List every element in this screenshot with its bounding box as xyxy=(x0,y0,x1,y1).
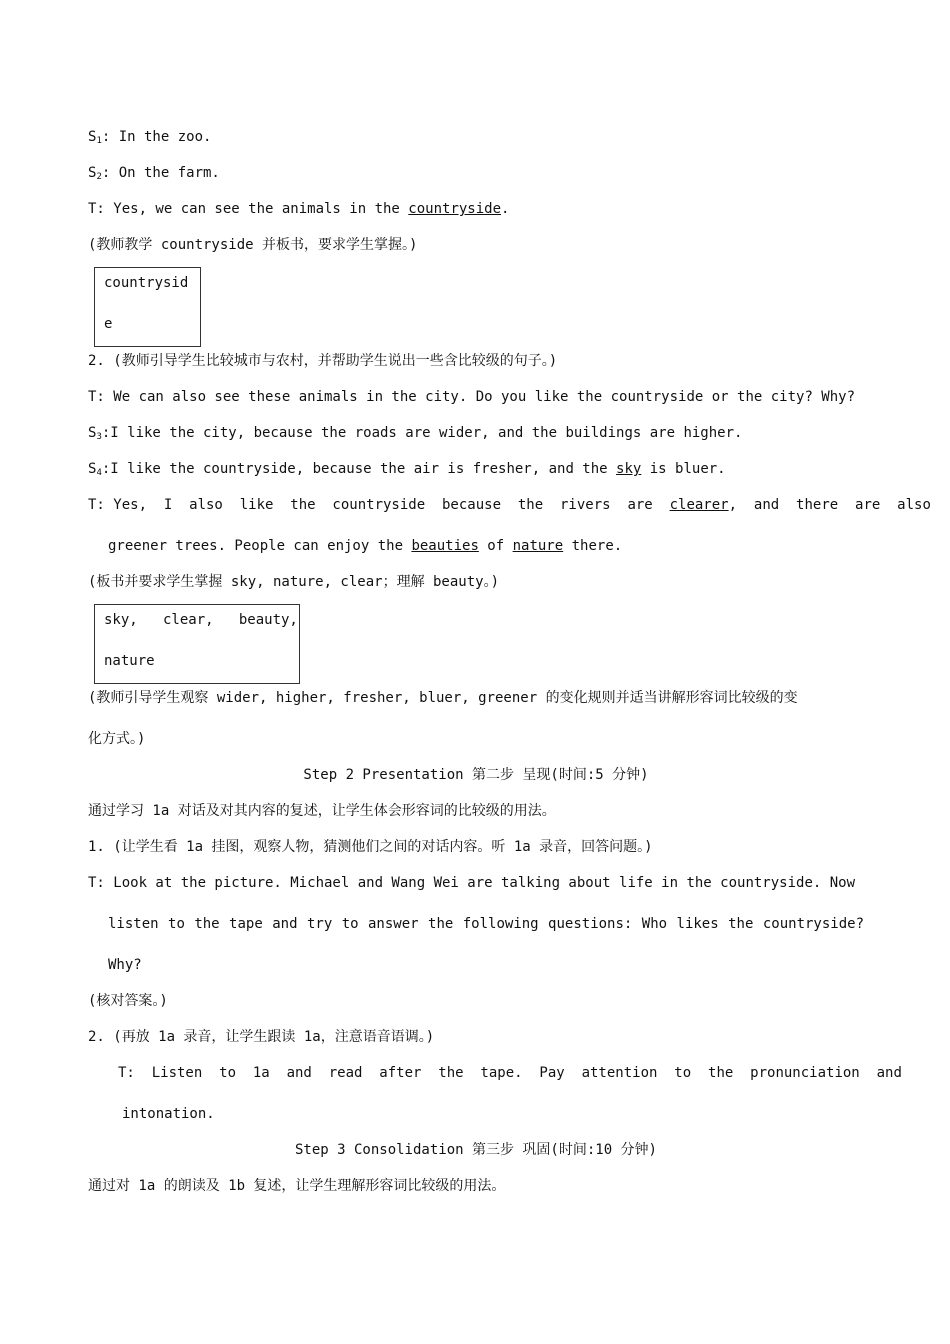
box-text: nature xyxy=(104,653,155,669)
dialogue-t2: T: We can also see these animals in the city. Do you like the countryside or the city? Why? xyxy=(88,389,856,405)
step-item-2: 2. (教师引导学生比较城市与农村，并帮助学生说出一些含比较级的句子。) xyxy=(88,353,558,369)
dialogue-s1 xyxy=(88,127,864,151)
dialogue-text: is bluer. xyxy=(641,461,726,477)
underlined-word: clearer xyxy=(669,497,729,513)
dialogue-t4-line3: Why? xyxy=(108,957,142,973)
underlined-word: countryside xyxy=(408,201,502,217)
dialogue-s4 xyxy=(88,459,864,483)
dialogue-text: :I like the countryside, because the air is fresher, and the xyxy=(101,461,617,477)
dialogue-text: of xyxy=(478,538,513,554)
dialogue-t3-line1 xyxy=(88,495,931,515)
underlined-word: beauties xyxy=(411,538,479,554)
dialogue-t5-line1: T: Listen to 1a and read after the tape. Pay attention to the pronunciation and xyxy=(118,1065,902,1081)
dialogue-text: , and there are also xyxy=(728,497,931,513)
dialogue-t4-line2: listen to the tape and try to answer the following questions: Who likes the countryside? xyxy=(108,916,864,932)
dialogue-text: there. xyxy=(563,538,623,554)
step-3-title: Step 3 Consolidation 第三步 巩固(时间:10 分钟) xyxy=(294,1142,657,1158)
speaker-number: 4 xyxy=(96,468,102,478)
teacher-note-1: (教师教学 countryside 并板书，要求学生掌握。) xyxy=(88,237,418,253)
step-2-description: 通过学习 1a 对话及对其内容的复述，让学生体会形容词的比较级的用法。 xyxy=(88,803,556,819)
dialogue-s3 xyxy=(88,423,864,447)
step-item-1: 1. (让学生看 1a 挂图，观察人物，猜测他们之间的对话内容。听 1a 录音，回答问题。) xyxy=(88,839,653,855)
dialogue-t1 xyxy=(88,199,864,219)
step-item-2b: 2. (再放 1a 录音，让学生跟读 1a，注意语音语调。) xyxy=(88,1029,435,1045)
box-text: e xyxy=(104,316,113,332)
box-text: countrysid xyxy=(104,275,189,291)
dialogue-text: : In the zoo. xyxy=(101,129,212,145)
underlined-word: nature xyxy=(512,538,564,554)
dialogue-text: . xyxy=(501,201,510,217)
teacher-note-3-line1: (教师引导学生观察 wider, higher, fresher, bluer, greener 的变化规则并适当讲解形容词比较级的变 xyxy=(88,690,798,706)
speaker: S xyxy=(88,165,97,181)
speaker-number: 3 xyxy=(96,432,102,442)
dialogue-t4-line1: T: Look at the picture. Michael and Wang Wei are talking about life in the countryside. Now xyxy=(88,875,856,891)
blackboard-box-1 xyxy=(94,267,201,347)
teacher-note-2: (板书并要求学生掌握 sky, nature, clear；理解 beauty。) xyxy=(88,574,500,590)
step-3-description: 通过对 1a 的朗读及 1b 复述，让学生理解形容词比较级的用法。 xyxy=(88,1178,506,1194)
dialogue-text: T: Yes, we can see the animals in the xyxy=(88,201,409,217)
dialogue-t3-line2 xyxy=(108,536,864,556)
dialogue-t5-line2: intonation. xyxy=(122,1106,215,1122)
blackboard-box-2 xyxy=(94,604,300,684)
dialogue-text: :I like the city, because the roads are wider, and the buildings are higher. xyxy=(101,425,743,441)
dialogue-text: T: Yes, I also like the countryside because the rivers are xyxy=(88,497,670,513)
speaker-number: 1 xyxy=(96,136,102,146)
dialogue-text: : On the farm. xyxy=(101,165,220,181)
speaker: S xyxy=(88,461,97,477)
dialogue-s2 xyxy=(88,163,864,187)
step-2-title: Step 2 Presentation 第二步 呈现(时间:5 分钟) xyxy=(303,767,649,783)
dialogue-text: greener trees. People can enjoy the xyxy=(108,538,412,554)
underlined-word: sky xyxy=(616,461,642,477)
speaker: S xyxy=(88,425,97,441)
speaker: S xyxy=(88,129,97,145)
teacher-note-4: (核对答案。) xyxy=(88,993,168,1009)
teacher-note-3-line2: 化方式。) xyxy=(88,731,146,747)
box-text: sky, clear, beauty, xyxy=(104,612,298,628)
speaker-number: 2 xyxy=(96,172,102,182)
